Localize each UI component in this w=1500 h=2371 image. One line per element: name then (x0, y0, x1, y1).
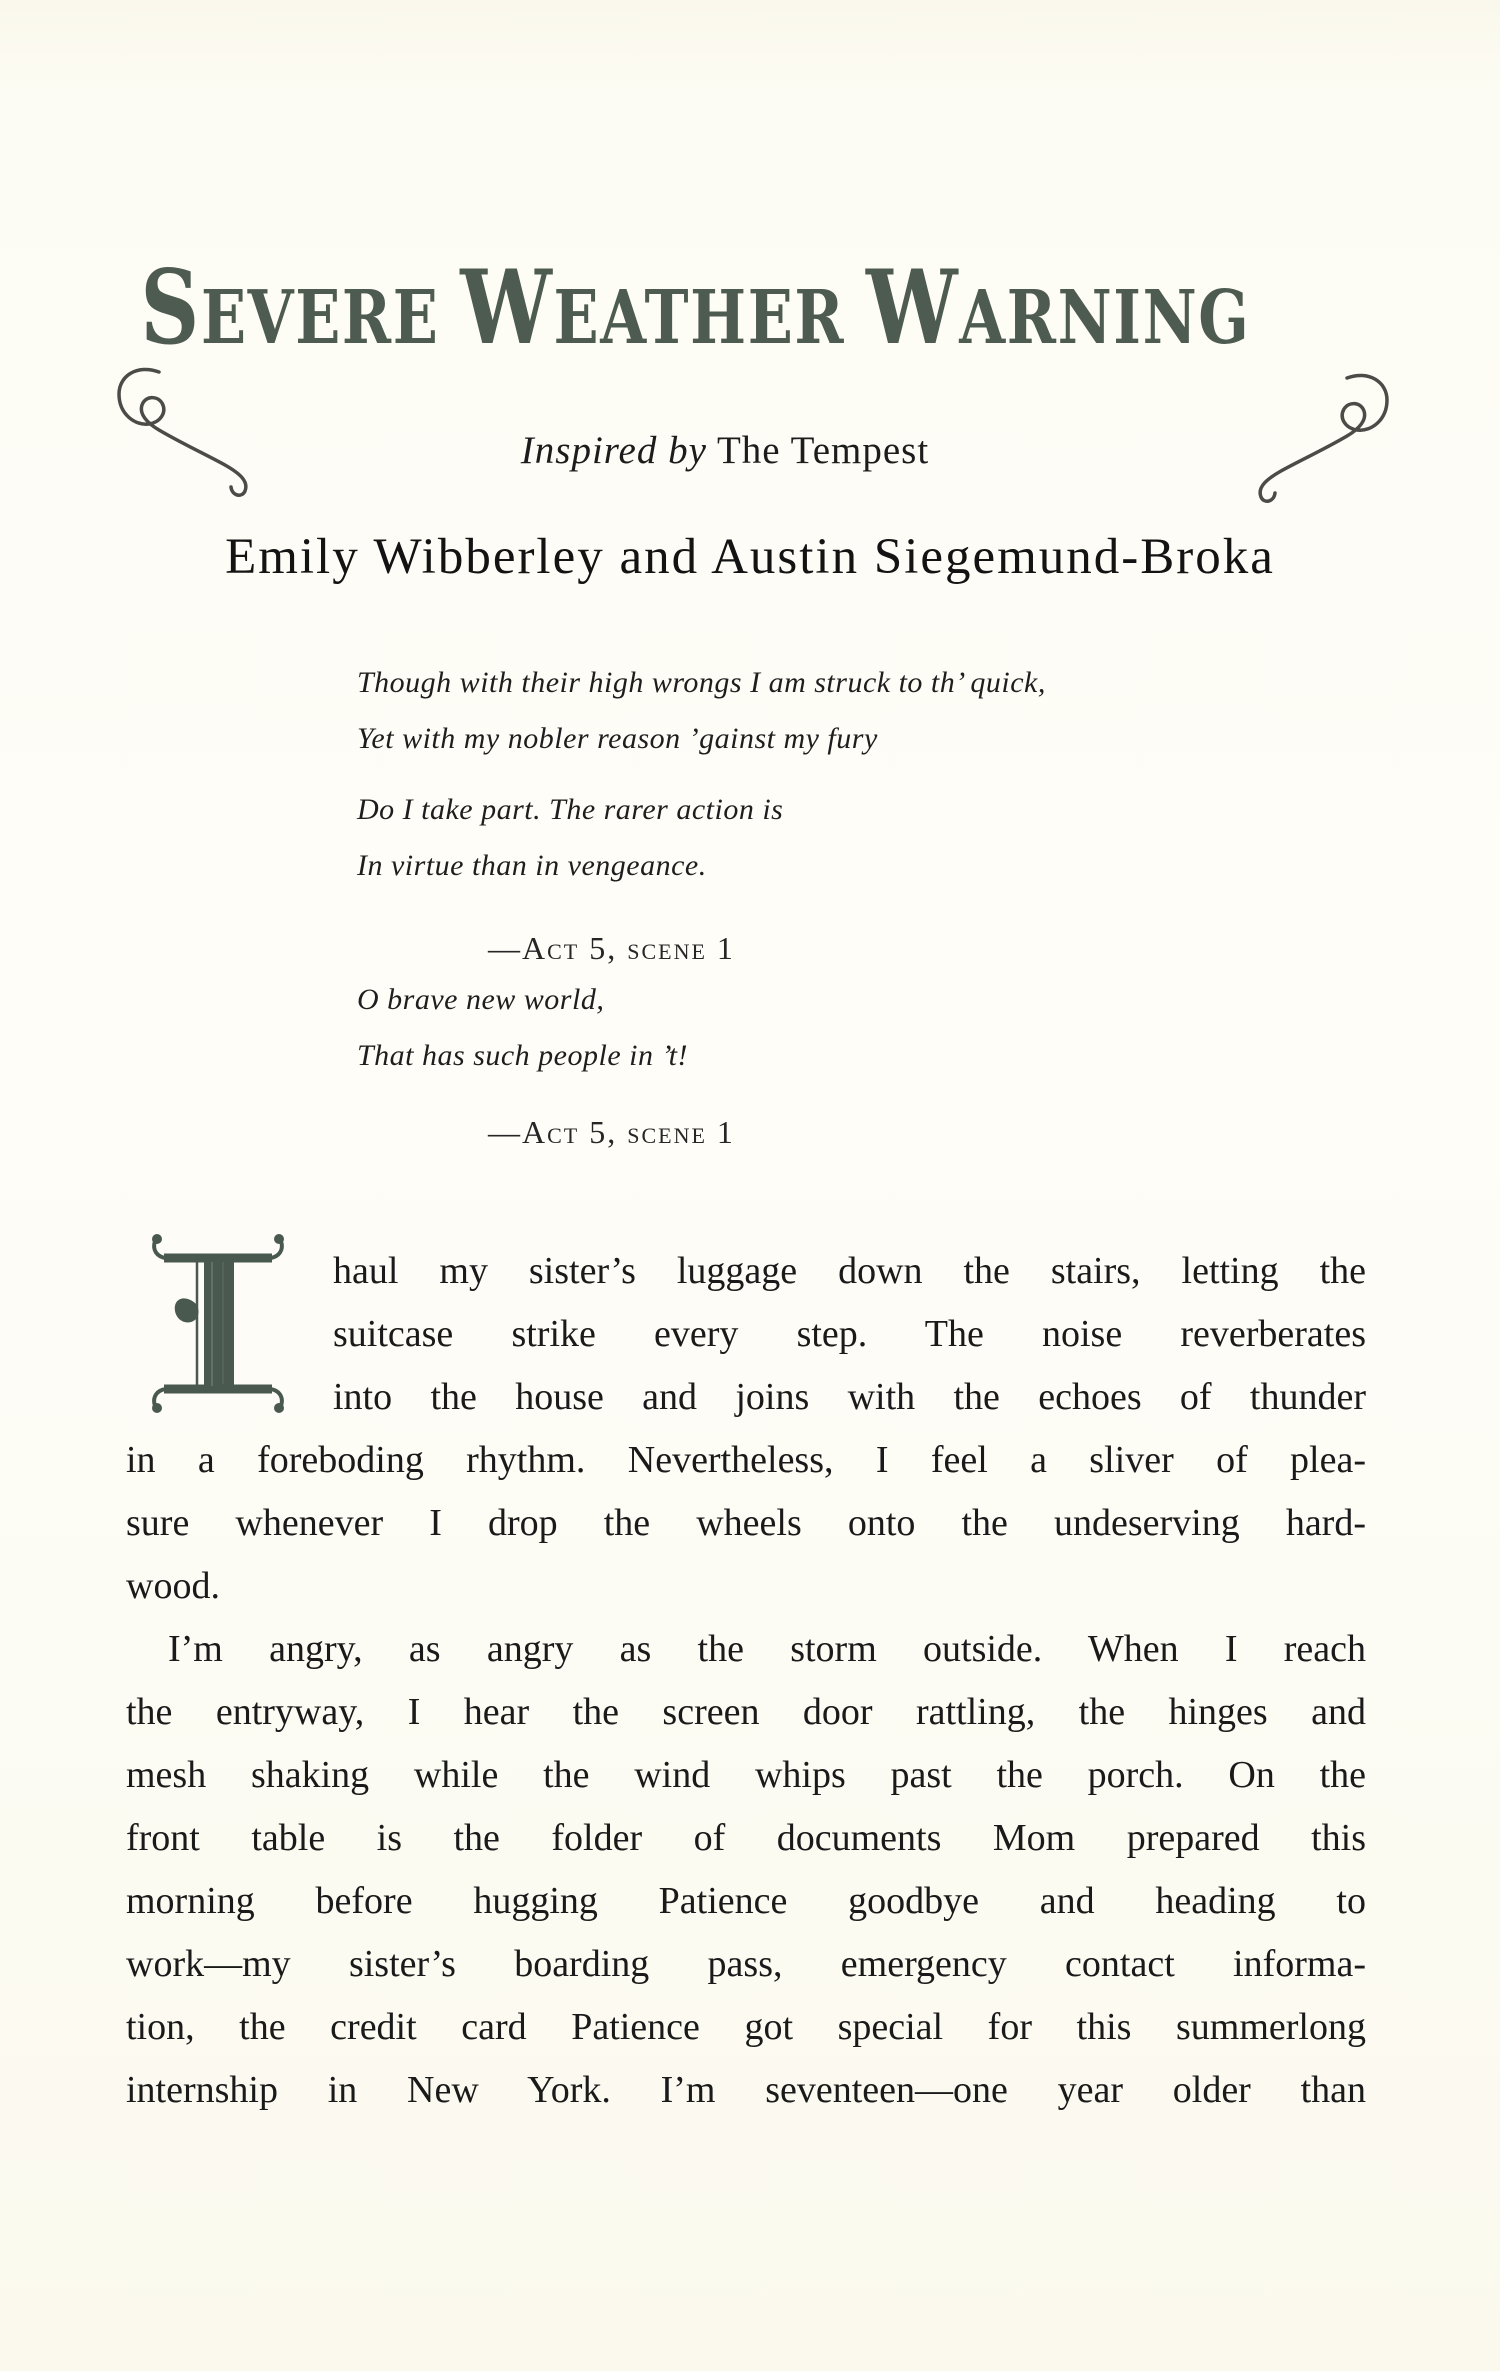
body-line: work—my sister’s boarding pass, emergency contact informa- (126, 1943, 1366, 1985)
drop-cap-ornament-icon (148, 1226, 288, 1421)
author-byline: Emily Wibberley and Austin Siegemund-Broka (225, 529, 1275, 585)
body-line: internship in New York. I’m seventeen—one year older than (126, 2069, 1366, 2111)
body-line: tion, the credit card Patience got special for this summerlong (126, 2006, 1366, 2048)
epigraph-line: Yet with my nobler reason ’gainst my fury (357, 722, 878, 755)
epigraph-line: In virtue than in vengeance. (357, 849, 707, 882)
drop-cap-initial (126, 1240, 333, 1429)
body-line: the entryway, I hear the screen door rattling, the hinges and (126, 1691, 1366, 1733)
epigraph-line: Do I take part. The rarer action is (357, 793, 784, 826)
title-word-cap: W (866, 248, 960, 368)
title-word-cap: S (140, 248, 201, 368)
epigraph-line: O brave new world, (357, 983, 605, 1016)
epigraph-attribution: —Act 5, scene 1 (488, 1114, 735, 1150)
epigraph-second (357, 972, 1257, 1160)
body-line: I’m angry, as angry as the storm outside. When I reach (168, 1628, 1366, 1670)
body-line: haul my sister’s luggage down the stairs, letting the (333, 1250, 1366, 1292)
body-line: into the house and joins with the echoes of thunder (333, 1376, 1366, 1418)
drop-cap-letter (126, 1240, 127, 1241)
title-word (460, 248, 846, 368)
inspired-work-title: The Tempest (716, 429, 930, 472)
body-line: front table is the folder of documents Mom prepared this (126, 1817, 1366, 1859)
chapter-title (130, 248, 1251, 368)
body-line: wood. (126, 1565, 220, 1607)
body-line: in a foreboding rhythm. Nevertheless, I feel a sliver of plea- (126, 1439, 1366, 1481)
body-line: mesh shaking while the wind whips past the porch. On the (126, 1754, 1366, 1796)
opening-paragraph-start (126, 1240, 1366, 1429)
title-word (866, 248, 1251, 368)
epigraph-first (357, 655, 1257, 976)
body-line: sure whenever I drop the wheels onto the undeserving hard- (126, 1502, 1366, 1544)
title-word (140, 248, 440, 368)
epigraph-attribution: —Act 5, scene 1 (488, 930, 735, 966)
epigraph-line: Though with their high wrongs I am struck to th’ quick, (357, 666, 1046, 699)
title-word-cap: W (460, 248, 554, 368)
title-word-rest: EATHER (553, 275, 846, 361)
body-line: morning before hugging Patience goodbye and heading to (126, 1880, 1366, 1922)
epigraph-line: That has such people in ’t! (357, 1039, 688, 1072)
inspired-by-line (0, 428, 1450, 473)
body-text (126, 1240, 1366, 2122)
opening-lines (333, 1240, 1366, 1429)
body-line: suitcase strike every step. The noise reverberates (333, 1313, 1366, 1355)
title-word-rest: EVERE (200, 275, 440, 361)
inspired-prefix: Inspired by (520, 429, 707, 472)
title-word-rest: ARNING (959, 275, 1251, 361)
